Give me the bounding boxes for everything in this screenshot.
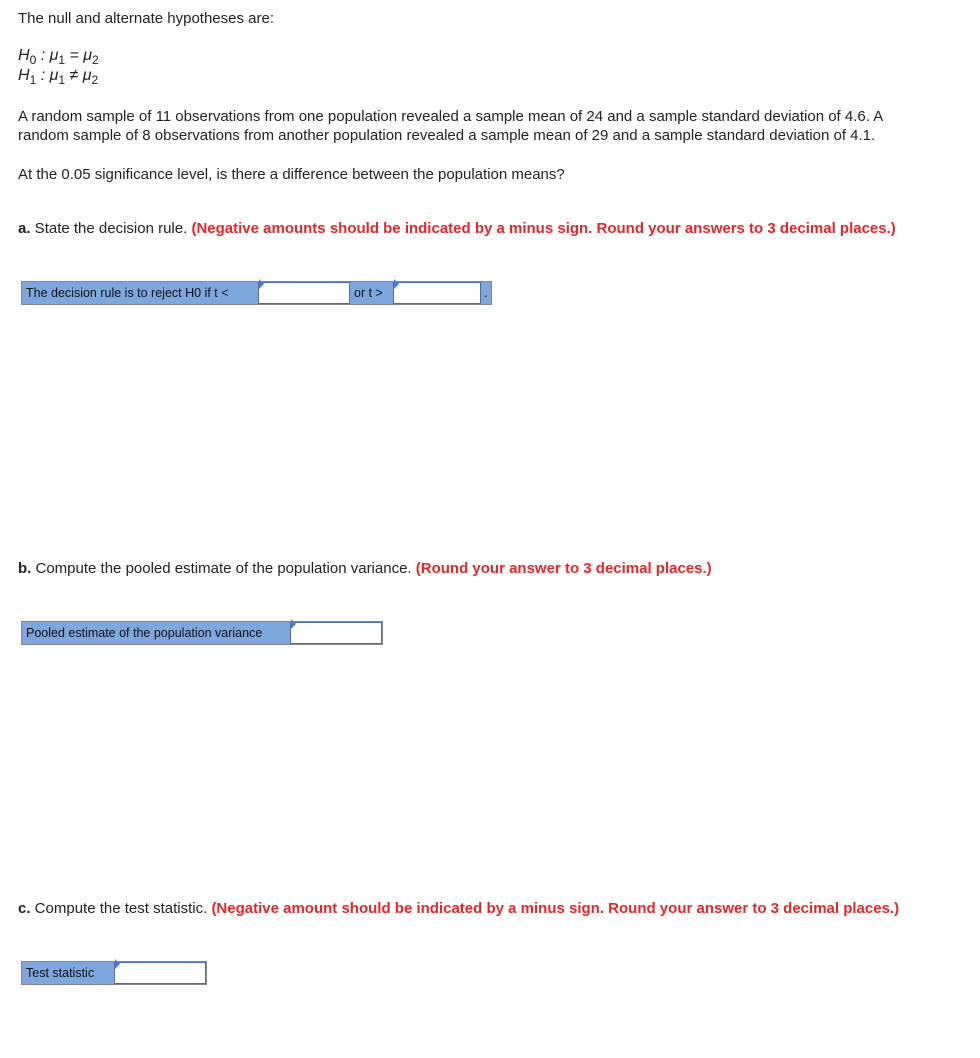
intro-text: The null and alternate hypotheses are: <box>18 10 275 27</box>
pooled-variance-label: Pooled estimate of the population variance <box>26 626 263 640</box>
test-statistic-input[interactable] <box>114 962 206 984</box>
pooled-variance-field[interactable] <box>291 623 381 643</box>
decision-rule-label: The decision rule is to reject H0 if t < <box>26 286 229 300</box>
lower-critical-value-input[interactable] <box>258 282 350 304</box>
part-a-heading: a. State the decision rule. (Negative amounts should be indicated by a minus sign. Round your answers to 3 decimal places.) <box>18 220 896 237</box>
upper-critical-value-input[interactable] <box>393 282 481 304</box>
or-label: or t > <box>354 286 383 300</box>
test-statistic-field[interactable] <box>115 963 205 983</box>
problem-text-1: A random sample of 11 observations from one population revealed a sample mean of 24 and a sample standard deviation of 4.6. A <box>18 108 884 125</box>
period-label: . <box>484 286 488 300</box>
null-hypothesis: $H_0$ : $\mu_1 = \mu_2$ <box>18 47 99 68</box>
decision-rule-row <box>21 281 492 305</box>
upper-critical-value-field[interactable] <box>394 283 480 303</box>
part-b-heading: b. Compute the pooled estimate of the population variance. (Round your answer to 3 decimal places.) <box>18 560 712 577</box>
problem-text-2: random sample of 8 observations from another population revealed a sample mean of 29 and a sample standard deviation of 4.1. <box>18 127 876 144</box>
lower-critical-value-field[interactable] <box>259 283 349 303</box>
part-c-heading: c. Compute the test statistic. (Negative amount should be indicated by a minus sign. Round your answer to 3 decimal places.) <box>18 900 900 917</box>
question-text: At the 0.05 significance level, is there a difference between the population means? <box>18 166 565 183</box>
pooled-variance-row <box>21 621 383 645</box>
alternate-hypothesis: $H_1$ : $\mu_1 \ne \mu_2$ <box>18 67 99 88</box>
pooled-variance-input[interactable] <box>290 622 382 644</box>
test-statistic-label: Test statistic <box>26 966 95 980</box>
test-statistic-row <box>21 961 207 985</box>
